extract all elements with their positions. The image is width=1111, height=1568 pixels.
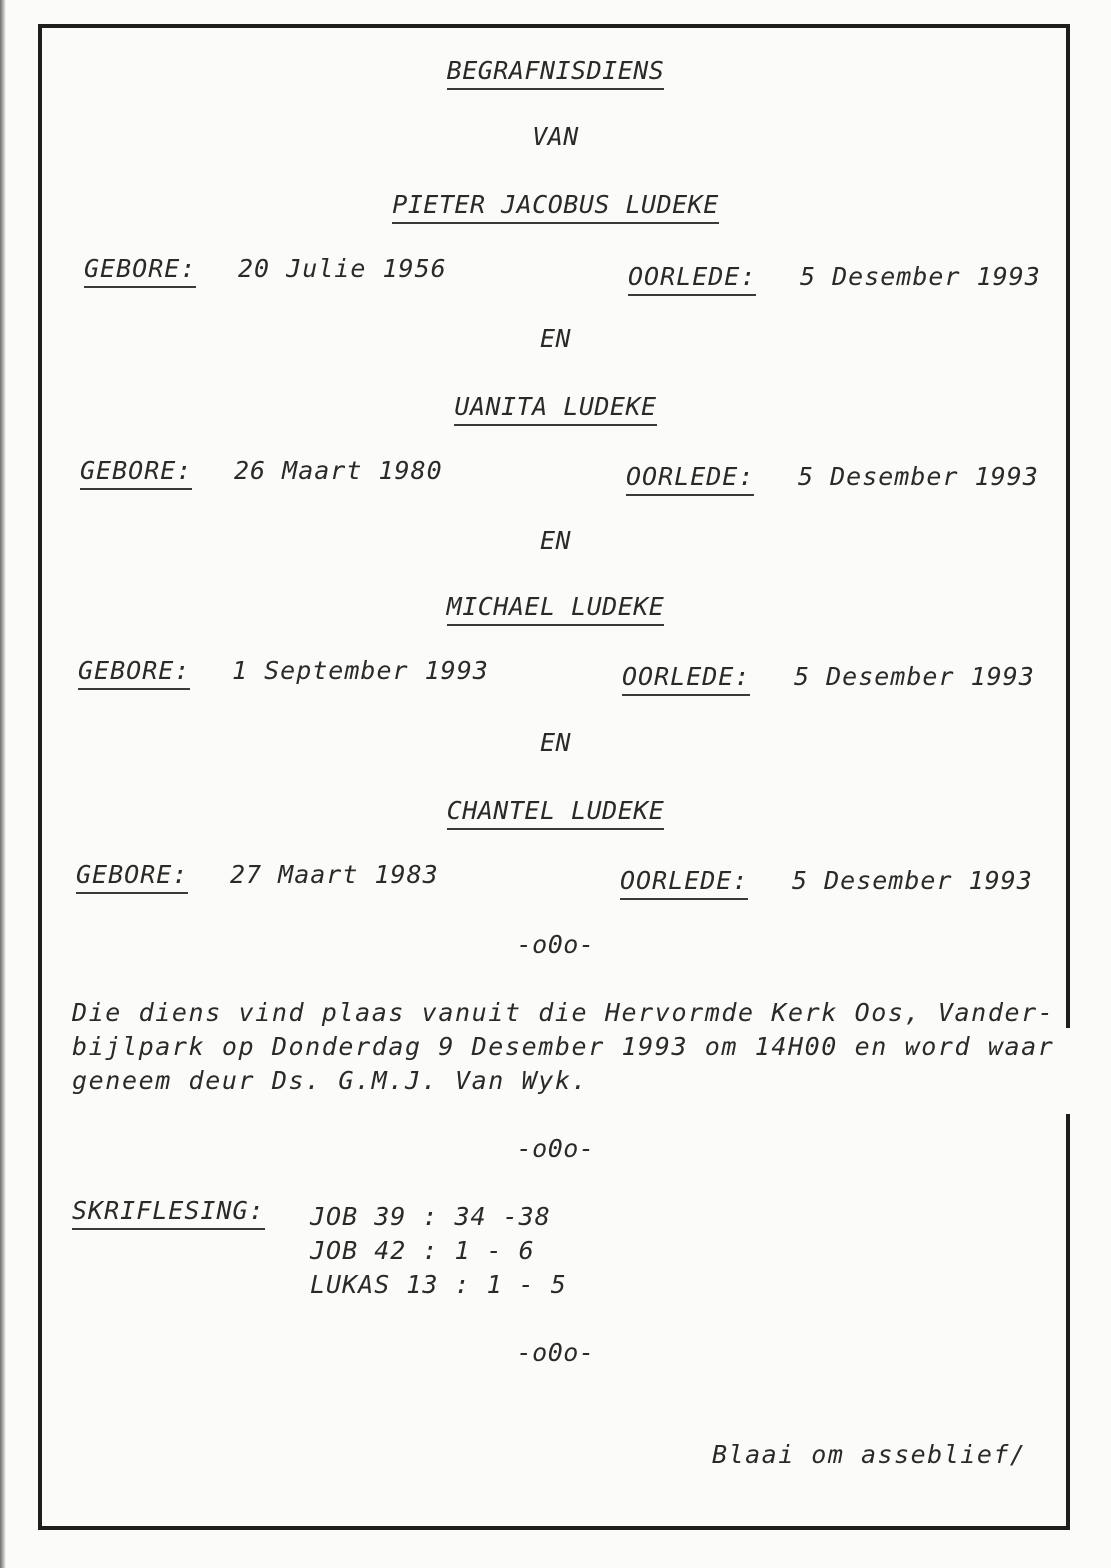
died-date: 5 Desember 1993 xyxy=(792,866,1033,895)
title-row xyxy=(0,56,1111,90)
born-row xyxy=(84,254,447,283)
connector-row xyxy=(0,526,1111,555)
died-label: OORLEDE: xyxy=(626,462,754,496)
separator-text: -o0o- xyxy=(516,930,595,959)
scripture-reading: JOB 39 : 34 -38 xyxy=(310,1202,551,1231)
service-paragraph xyxy=(72,996,1082,1098)
van-row xyxy=(0,122,1111,151)
service-line: Die diens vind plaas vanuit die Hervormde Kerk Oos, Vander- xyxy=(72,998,1055,1027)
service-line: geneem deur Ds. G.M.J. Van Wyk. xyxy=(72,1066,589,1095)
separator-text: -o0o- xyxy=(516,1338,595,1367)
person-name: MICHAEL LUDEKE xyxy=(447,592,665,626)
died-row xyxy=(622,662,1035,691)
born-date: 20 Julie 1956 xyxy=(238,254,447,283)
died-label: OORLEDE: xyxy=(620,866,748,900)
connector-text: EN xyxy=(539,324,572,353)
person-name-row xyxy=(0,796,1111,830)
separator-text: -o0o- xyxy=(516,1134,595,1163)
page-left-edge xyxy=(0,0,6,1568)
service-line: bijlpark op Donderdag 9 Desember 1993 om 14H00 en word waar xyxy=(72,1032,1055,1061)
person-name-row xyxy=(0,392,1111,426)
died-row xyxy=(626,462,1039,491)
person-name-row xyxy=(0,592,1111,626)
born-date: 27 Maart 1983 xyxy=(230,860,439,889)
page-border xyxy=(38,24,1070,1530)
document-title: BEGRAFNISDIENS xyxy=(447,56,665,90)
person-name: PIETER JACOBUS LUDEKE xyxy=(392,190,719,224)
scripture-label: SKRIFLESING: xyxy=(72,1196,265,1230)
connector-text: EN xyxy=(539,526,572,555)
died-label: OORLEDE: xyxy=(628,262,756,296)
died-label: OORLEDE: xyxy=(622,662,750,696)
separator xyxy=(0,1134,1111,1163)
person-name-row xyxy=(0,190,1111,224)
born-label: GEBORE: xyxy=(80,456,192,490)
van-text: VAN xyxy=(532,122,579,151)
connector-row xyxy=(0,324,1111,353)
person-name: CHANTEL LUDEKE xyxy=(447,796,665,830)
scripture-reading: JOB 42 : 1 - 6 xyxy=(310,1236,535,1265)
turn-page-note: Blaai om asseblief/ xyxy=(712,1440,1027,1469)
scripture-list xyxy=(310,1200,567,1302)
born-label: GEBORE: xyxy=(76,860,188,894)
separator xyxy=(0,930,1111,959)
died-date: 5 Desember 1993 xyxy=(798,462,1039,491)
connector-row xyxy=(0,728,1111,757)
separator xyxy=(0,1338,1111,1367)
born-row xyxy=(76,860,439,889)
born-row xyxy=(80,456,443,485)
died-row xyxy=(620,866,1033,895)
died-row xyxy=(628,262,1041,291)
born-label: GEBORE: xyxy=(84,254,196,288)
died-date: 5 Desember 1993 xyxy=(794,662,1035,691)
born-row xyxy=(78,656,489,685)
connector-text: EN xyxy=(539,728,572,757)
died-date: 5 Desember 1993 xyxy=(800,262,1041,291)
scripture-section xyxy=(72,1196,567,1299)
scripture-reading: LUKAS 13 : 1 - 5 xyxy=(310,1270,567,1299)
born-date: 1 September 1993 xyxy=(232,656,489,685)
born-label: GEBORE: xyxy=(78,656,190,690)
person-name: UANITA LUDEKE xyxy=(454,392,656,426)
born-date: 26 Maart 1980 xyxy=(234,456,443,485)
